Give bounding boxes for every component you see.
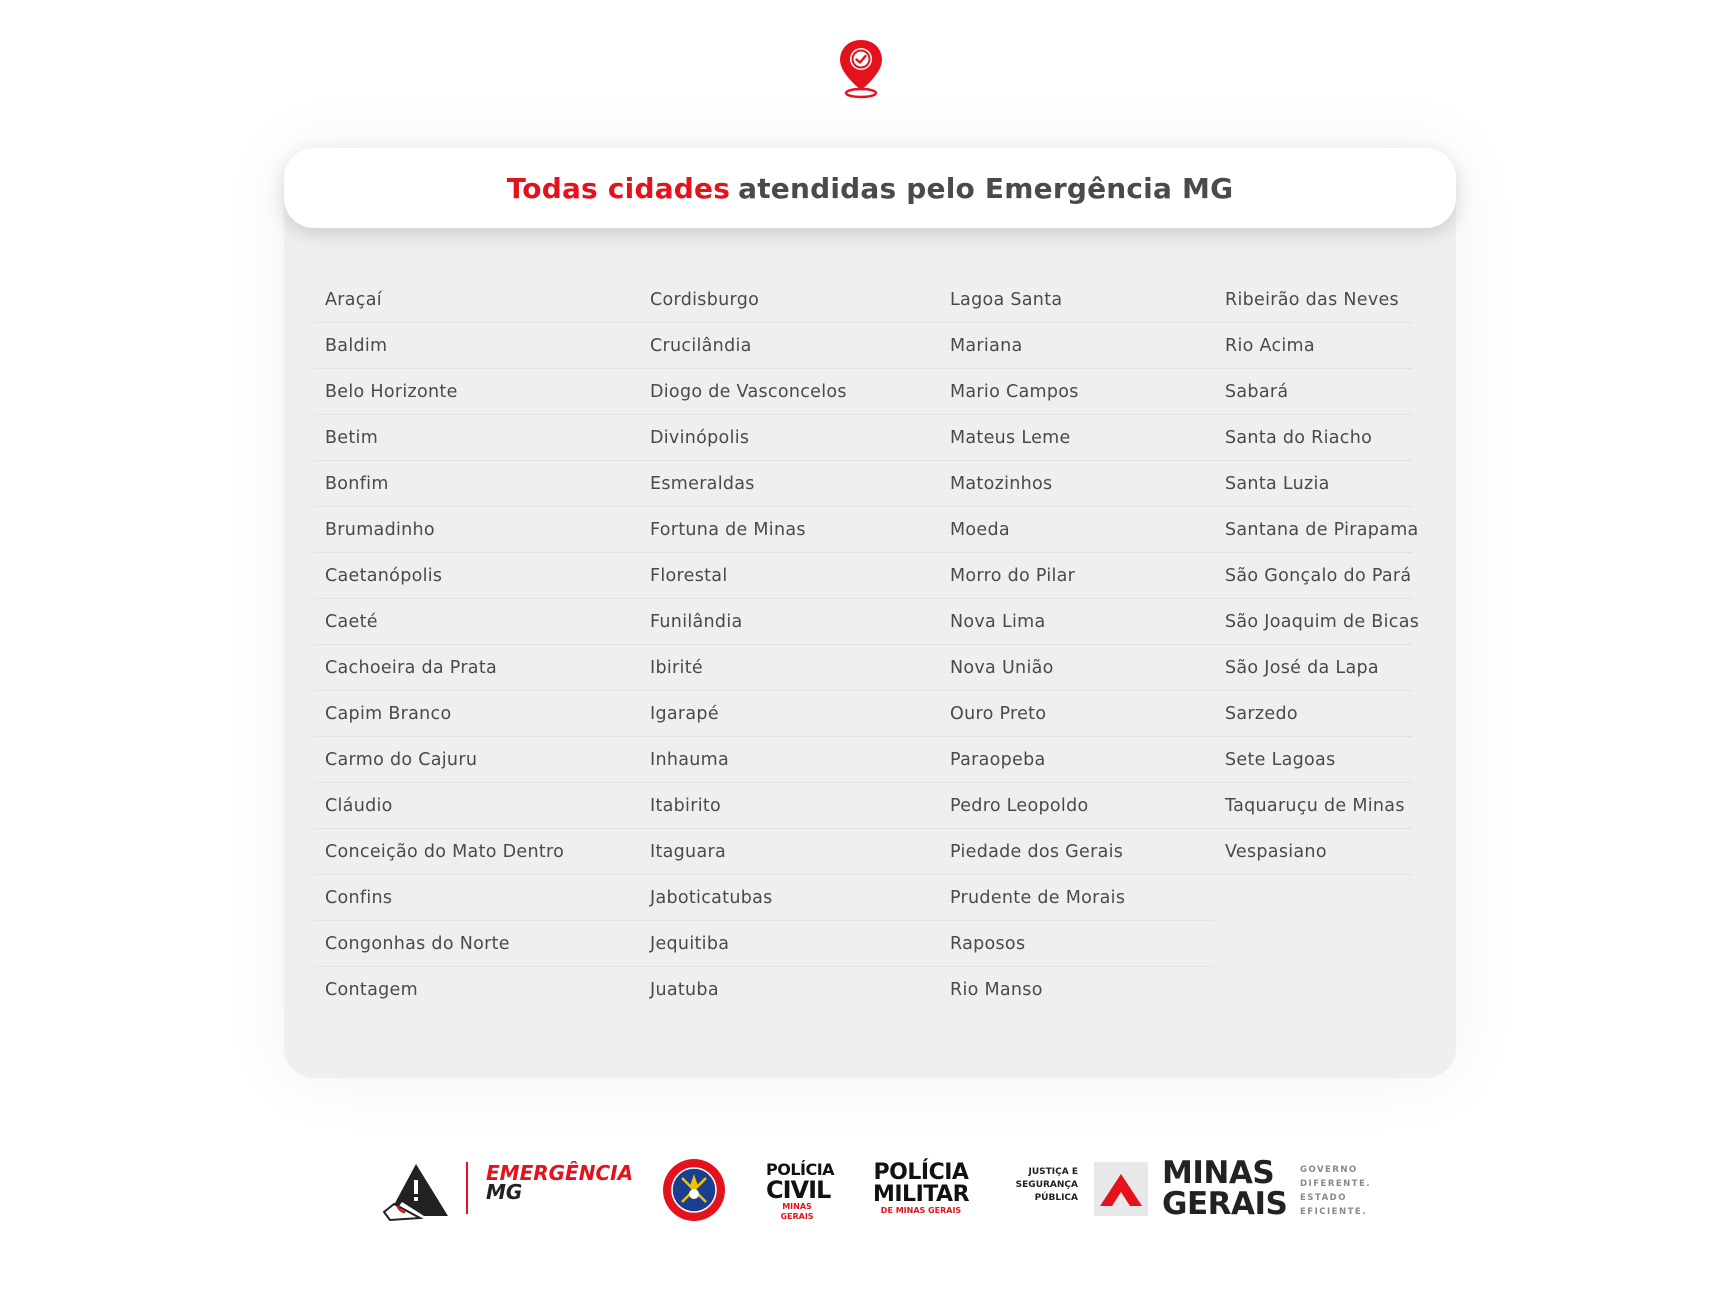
minas-gerais-triangle-icon [1094, 1162, 1148, 1216]
city-item: Cachoeira da Prata [314, 645, 639, 691]
city-item: Sabará [1214, 369, 1412, 415]
city-item: Araçaí [314, 277, 639, 323]
minas-gerais-wordmark: MINAS GERAIS [1162, 1155, 1288, 1222]
city-item: Santa do Riacho [1214, 415, 1412, 461]
corpo-de-bombeiros-emblem-icon [662, 1158, 726, 1222]
city-item: Caetanópolis [314, 553, 639, 599]
city-item: Ribeirão das Neves [1214, 277, 1412, 323]
city-item: São Gonçalo do Pará [1214, 553, 1412, 599]
cities-column-3 [939, 277, 1214, 1013]
city-item: Sete Lagoas [1214, 737, 1412, 783]
city-item: Capim Branco [314, 691, 639, 737]
justica-seguranca-publica-label: JUSTIÇA E SEGURANÇA PÚBLICA [1015, 1167, 1078, 1203]
city-item: Caeté [314, 599, 639, 645]
city-item: Contagem [325, 980, 418, 1000]
city-item: Paraopeba [939, 737, 1214, 783]
city-item: Piedade dos Gerais [939, 829, 1214, 875]
city-item: Ouro Preto [939, 691, 1214, 737]
city-item: Raposos [939, 921, 1214, 967]
city-item: Rio Acima [1214, 323, 1412, 369]
city-item: Itaguara [639, 829, 939, 875]
city-item: Mateus Leme [939, 415, 1214, 461]
city-item: Inhauma [639, 737, 939, 783]
city-item: Florestal [639, 553, 939, 599]
cities-column-4 [1214, 277, 1420, 875]
city-item: Taquaruçu de Minas [1214, 783, 1412, 829]
city-item: Mario Campos [939, 369, 1214, 415]
city-item: Brumadinho [314, 507, 639, 553]
city-item: Belo Horizonte [314, 369, 639, 415]
title-accent: Todas cidades [506, 171, 731, 205]
governo-slogan: GOVERNO DIFERENTE. ESTADO EFICIENTE. [1300, 1165, 1372, 1217]
city-item: São Joaquim de Bicas [1214, 599, 1412, 645]
city-item: Fortuna de Minas [639, 507, 939, 553]
city-item: Diogo de Vasconcelos [639, 369, 939, 415]
city-item: Baldim [314, 323, 639, 369]
city-item: Crucilândia [639, 323, 939, 369]
city-item: Lagoa Santa [939, 277, 1214, 323]
city-item: Nova União [939, 645, 1214, 691]
emergencia-divider [466, 1162, 468, 1214]
city-item: Santa Luzia [1214, 461, 1412, 507]
city-item: Congonhas do Norte [314, 921, 639, 967]
city-item: Jequitiba [639, 921, 939, 967]
page-title [284, 148, 1456, 228]
emergencia-mg-wordmark: EMERGÊNCIA MG [486, 1161, 634, 1204]
city-item: Cordisburgo [639, 277, 939, 323]
city-item: Moeda [939, 507, 1214, 553]
city-item: Santana de Pirapama [1214, 507, 1412, 553]
city-item: Matozinhos [939, 461, 1214, 507]
cities-column-2 [639, 277, 939, 1013]
city-item: Esmeraldas [639, 461, 939, 507]
city-item: Mariana [939, 323, 1214, 369]
city-item: Pedro Leopoldo [939, 783, 1214, 829]
city-item: Conceição do Mato Dentro [314, 829, 639, 875]
footer-logos [380, 1150, 1380, 1230]
city-item: Cláudio [314, 783, 639, 829]
city-item: Carmo do Cajuru [314, 737, 639, 783]
city-item: Nova Lima [939, 599, 1214, 645]
city-item: Divinópolis [639, 415, 939, 461]
cities-list [314, 277, 1420, 1013]
emergencia-mg-logo-icon [380, 1160, 450, 1224]
cities-column-1 [314, 277, 639, 1013]
city-item: São José da Lapa [1214, 645, 1412, 691]
title-rest: atendidas pelo Emergência MG [738, 171, 1234, 205]
city-item: Ibirité [639, 645, 939, 691]
city-item: Betim [314, 415, 639, 461]
location-check-pin-icon [836, 38, 886, 100]
city-item: Prudente de Morais [939, 875, 1214, 921]
city-item: Jaboticatubas [639, 875, 939, 921]
city-item: Sarzedo [1214, 691, 1412, 737]
city-item: Vespasiano [1214, 829, 1412, 875]
policia-civil-logo: POLÍCIA CIVIL MINAS GERAIS [766, 1160, 835, 1221]
city-item: Bonfim [314, 461, 639, 507]
policia-militar-logo: POLÍCIA MILITAR DE MINAS GERAIS [872, 1160, 970, 1215]
city-item: Juatuba [650, 980, 719, 1000]
city-item: Igarapé [639, 691, 939, 737]
city-item: Rio Manso [950, 980, 1043, 1000]
city-item: Morro do Pilar [939, 553, 1214, 599]
city-item: Funilândia [639, 599, 939, 645]
city-item: Itabirito [639, 783, 939, 829]
city-item: Confins [314, 875, 639, 921]
